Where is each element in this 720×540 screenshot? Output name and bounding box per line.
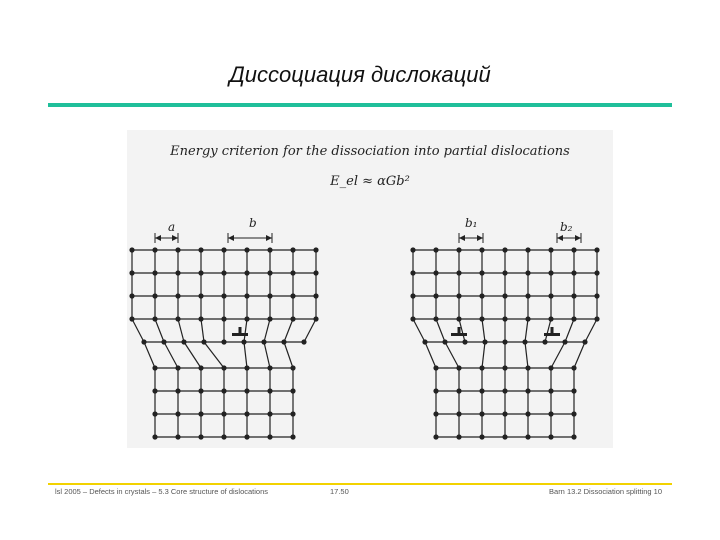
lattice-atom [152,270,157,275]
lattice-bond [525,319,528,342]
lattice-atom [290,388,295,393]
lattice-atom [290,316,295,321]
lattice-bond [425,342,436,368]
lattice-atom [502,270,507,275]
lattice-bond [184,342,201,368]
lattice-atom [281,339,286,344]
lattice-atom [175,293,180,298]
lattice-atom [479,434,484,439]
lattice-atom [525,293,530,298]
lattice-atom [175,365,180,370]
lattice-atom [542,339,547,344]
lattice-atom [198,434,203,439]
lattice-atom [571,434,576,439]
lattice-atom [479,270,484,275]
lattice-atom [594,293,599,298]
lattice-atom [198,365,203,370]
lattice-atom [152,247,157,252]
lattice-atom [433,247,438,252]
burgers-vector-arrow [266,235,272,241]
lattice-bond [284,319,293,342]
lattice-bond [445,342,459,368]
lattice-atom [410,293,415,298]
lattice-atom [462,339,467,344]
lattice-atom [479,388,484,393]
lattice-atom [456,247,461,252]
lattice-atom [301,339,306,344]
lattice-atom [290,434,295,439]
dislocation-symbol [458,327,461,334]
lattice-atom [456,434,461,439]
lattice-bond [264,319,270,342]
lattice-atom [594,270,599,275]
lattice-atom [571,247,576,252]
lattice-bond [304,319,316,342]
title-underline [48,103,672,107]
lattice-atom [479,365,484,370]
lattice-atom [152,365,157,370]
lattice-atom [456,316,461,321]
lattice-atom [548,293,553,298]
partial-b2-arrow [557,235,563,241]
lattice-atom [221,434,226,439]
lattice-atom [456,270,461,275]
lattice-atom [479,316,484,321]
lattice-atom [175,270,180,275]
burgers-vector-arrow [228,235,234,241]
partial-b1-arrow [477,235,483,241]
lattice-atom [198,270,203,275]
lattice-atom [221,316,226,321]
lattice-atom [175,316,180,321]
lattice-atom [198,411,203,416]
footer-course-info: lsl 2005 – Defects in crystals – 5.3 Core structure of dislocations [55,487,269,496]
lattice-bond [155,319,164,342]
lattice-atom [479,247,484,252]
lattice-atom [290,247,295,252]
lattice-atom [525,388,530,393]
lattice-bond [244,342,247,368]
lattice-atom [479,411,484,416]
lattice-atom [141,339,146,344]
lattice-atom [422,339,427,344]
lattice-atom [221,411,226,416]
lattice-atom [198,388,203,393]
lattice-spacing-arrow [155,235,161,241]
lattice-atom [548,434,553,439]
lattice-atom [290,293,295,298]
lattice-atom [571,411,576,416]
lattice-atom [442,339,447,344]
left-lattice-diagram [129,233,318,440]
lattice-atom [548,411,553,416]
lattice-atom [244,365,249,370]
lattice-atom [479,293,484,298]
lattice-atom [175,434,180,439]
lattice-atom [594,247,599,252]
lattice-bond [204,342,224,368]
lattice-atom [525,247,530,252]
lattice-atom [525,365,530,370]
lattice-atom [410,247,415,252]
lattice-atom [261,339,266,344]
footer-page-number: 17.50 [330,487,349,496]
lattice-bond [413,319,425,342]
lattice-atom [571,388,576,393]
lattice-atom [502,247,507,252]
lattice-atom [244,293,249,298]
lattice-atom [433,316,438,321]
lattice-atom [433,388,438,393]
dissociation-figure [127,130,613,448]
lattice-atom [548,247,553,252]
lattice-atom [244,270,249,275]
lattice-atom [562,339,567,344]
label-b: b [249,216,257,230]
slide-title: Диссоциация дислокаций [229,62,491,87]
lattice-bond [201,319,204,342]
lattice-atom [502,411,507,416]
partial-b2-arrow [575,235,581,241]
lattice-atom [502,339,507,344]
lattice-bond [132,319,144,342]
lattice-atom [313,316,318,321]
lattice-atom [456,411,461,416]
lattice-atom [502,293,507,298]
lattice-atom [525,316,530,321]
lattice-bond [525,342,528,368]
lattice-atom [525,411,530,416]
lattice-atom [525,434,530,439]
lattice-atom [152,293,157,298]
dislocation-symbol [239,327,242,334]
lattice-atom [129,293,134,298]
lattice-atom [456,388,461,393]
lattice-bond [482,342,485,368]
lattice-atom [267,388,272,393]
lattice-atom [433,434,438,439]
lattice-bond [284,342,293,368]
figure-caption: Energy criterion for the dissociation into partial dislocations [170,144,570,159]
footer-reference: Barn 13.2 Dissociation splitting 10 [549,487,662,496]
lattice-atom [221,365,226,370]
lattice-bond [264,342,270,368]
lattice-atom [244,411,249,416]
lattice-atom [433,365,438,370]
lattice-atom [201,339,206,344]
lattice-atom [241,339,246,344]
lattice-atom [571,293,576,298]
lattice-atom [502,434,507,439]
lattice-atom [129,316,134,321]
lattice-bond [436,319,445,342]
lattice-atom [198,316,203,321]
lattice-atom [594,316,599,321]
energy-formula: E_el ≈ αGb² [330,174,410,189]
lattice-atom [410,316,415,321]
lattice-atom [129,247,134,252]
lattice-bond [482,319,485,342]
lattice-atom [244,316,249,321]
lattice-atom [433,411,438,416]
lattice-atom [525,270,530,275]
lattice-atom [548,270,553,275]
label-b1: b₁ [465,216,478,230]
lattice-atom [161,339,166,344]
lattice-atom [502,316,507,321]
lattice-atom [433,270,438,275]
lattice-atom [313,270,318,275]
lattice-atom [221,247,226,252]
lattice-atom [290,365,295,370]
lattice-bond [144,342,155,368]
lattice-bond [585,319,597,342]
lattice-bond [244,319,247,342]
lattice-atom [267,247,272,252]
lattice-atom [548,316,553,321]
lattice-atom [152,388,157,393]
lattice-bond [178,319,184,342]
lattice-atom [313,247,318,252]
lattice-atom [571,270,576,275]
lattice-bond [164,342,178,368]
lattice-atom [313,293,318,298]
lattice-atom [290,411,295,416]
lattice-atom [571,365,576,370]
lattice-atom [548,365,553,370]
lattice-atom [502,365,507,370]
lattice-atom [181,339,186,344]
lattice-atom [198,247,203,252]
footer-rule [48,483,672,485]
lattice-atom [548,388,553,393]
lattice-spacing-arrow [172,235,178,241]
lattice-atom [221,293,226,298]
lattice-bond [551,342,565,368]
lattice-atom [571,316,576,321]
lattice-bond [545,319,551,342]
lattice-atom [522,339,527,344]
lattice-atom [244,388,249,393]
lattice-atom [221,270,226,275]
lattice-atom [175,247,180,252]
dislocation-symbol [551,327,554,334]
lattice-atom [482,339,487,344]
lattice-atom [198,293,203,298]
lattice-atom [152,316,157,321]
lattice-atom [152,434,157,439]
lattice-atom [221,339,226,344]
lattice-atom [175,388,180,393]
lattice-atom [267,434,272,439]
lattice-atom [267,411,272,416]
lattice-atom [129,270,134,275]
right-lattice-diagram [410,233,599,440]
lattice-atom [267,316,272,321]
lattice-atom [244,434,249,439]
lattice-atom [152,411,157,416]
lattice-atom [221,388,226,393]
lattice-atom [502,388,507,393]
lattice-atom [267,270,272,275]
lattice-atom [582,339,587,344]
lattice-atom [456,365,461,370]
lattice-bond [574,342,585,368]
lattice-atom [267,365,272,370]
lattice-atom [290,270,295,275]
lattice-atom [175,411,180,416]
lattice-bond [565,319,574,342]
lattice-atom [456,293,461,298]
label-a: a [168,220,176,234]
label-b2: b₂ [560,220,573,234]
lattice-atom [433,293,438,298]
partial-b1-arrow [459,235,465,241]
lattice-atom [410,270,415,275]
lattice-atom [244,247,249,252]
lattice-atom [267,293,272,298]
